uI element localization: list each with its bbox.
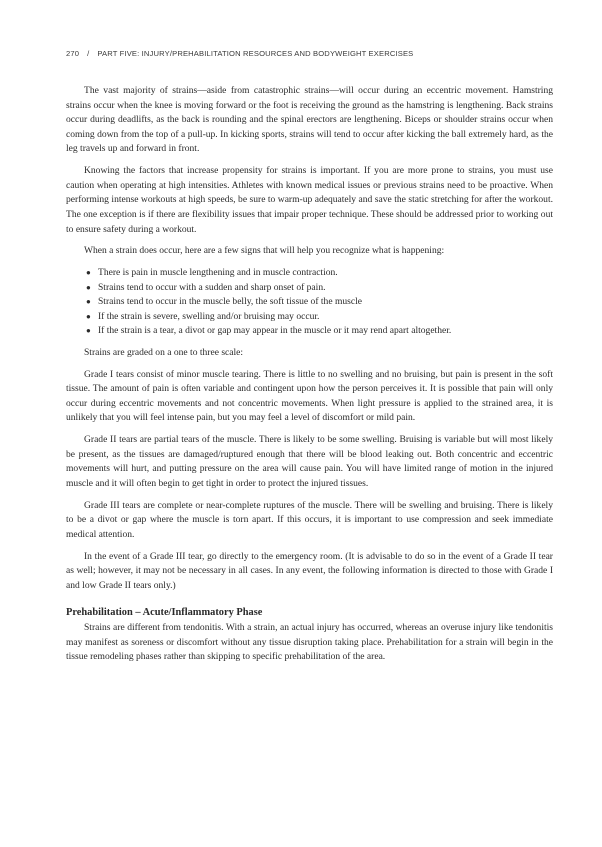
paragraph-grading-scale: Strains are graded on a one to three scale: — [84, 346, 244, 358]
list-item — [66, 310, 553, 325]
section-heading: Prehabilitation – Acute/Inflammatory Phase — [66, 606, 263, 618]
bullet-icon: ● — [86, 282, 91, 292]
list-item-text: There is pain in muscle lengthening and in muscle contraction. — [98, 267, 338, 279]
list-item — [66, 281, 553, 296]
paragraph-signs-intro: When a strain does occur, here are a few signs that will help you recognize what is happening: — [84, 245, 445, 257]
paragraph-grade-1: Grade I tears consist of minor muscle tearing. There is little to no swelling and no bruising, but pain is present in the soft tissue. The amount of pain is often variable and contingent upon how the person perceives it. It is possible that pain will only occur during eccentric movements and not concentric movements. When light pressure is applied to the strained area, it is unlikely that you will feel intense pain, but you may feel a level of discomfort or mild pain. — [66, 368, 553, 424]
signs-list — [66, 266, 553, 339]
list-item-text: If the strain is a tear, a divot or gap may appear in the muscle or it may rend apart altogether. — [98, 325, 452, 337]
header-separator: / — [87, 49, 90, 58]
list-item — [66, 324, 553, 339]
paragraph-grade-3: Grade III tears are complete or near-complete ruptures of the muscle. There will be swelling and bruising. There is likely to be a divot or gap where the muscle is torn apart. If this occurs, it is important to use compression and seek immediate medical attention. — [66, 499, 553, 540]
running-head — [66, 49, 562, 58]
paragraph-grade-2: Grade II tears are partial tears of the muscle. There is likely to be some swelling. Bruising is variable but will most likely be present, as the tissues are damaged/ruptured enough that there will be blood leaking out. Both concentric and eccentric movements will hurt, and putting pressure on the area will cause pain. You will have limited range of motion in the injured muscle and it will often begin to get tight in order to protect the injured tissues. — [66, 434, 553, 489]
list-item-text: If the strain is severe, swelling and/or bruising may occur. — [98, 310, 320, 322]
list-item-text: Strains tend to occur in the muscle belly, the soft tissue of the muscle — [98, 296, 362, 308]
bullet-icon: ● — [86, 297, 91, 307]
page-number: 270 — [66, 49, 80, 58]
bullet-icon: ● — [86, 268, 91, 278]
list-item — [66, 266, 553, 281]
list-item — [66, 295, 553, 310]
paragraph-emergency: In the event of a Grade III tear, go directly to the emergency room. (It is advisable to do so in the event of a Grade II tear as well; however, it may not be necessary in all cases. In any event, the following information is directed to those with Grade I and low Grade II tears only.) — [66, 550, 553, 591]
bullet-icon: ● — [86, 326, 91, 336]
list-item-text: Strains tend to occur with a sudden and sharp onset of pain. — [98, 281, 326, 293]
paragraph-prehabilitation: Strains are different from tendonitis. With a strain, an actual injury has occurred, whereas an overuse injury like tendonitis may manifest as soreness or discomfort without any tissue disruption taking place. Prehabilitation for a strain will begin in the tissue remodeling phases rather than skipping to specific prehabilitation of the area. — [66, 622, 553, 663]
paragraph-eccentric-strains: The vast majority of strains—aside from catastrophic strains—will occur during an eccentric movement. Hamstring strains occur when the knee is moving forward or the foot is receiving the ground as the hamstring is lengthening. Back strains occur during deadlifts, as the back is rounding and the spinal erectors are lengthening. Biceps or shoulder strains occur when coming down from the top of a pull-up. In kicking sports, strains will tend to occur after kicking the ball extremely hard, as the leg travels up and forward in front. — [66, 85, 553, 155]
section-title: PART FIVE: INJURY/PREHABILITATION RESOURCES AND BODYWEIGHT EXERCISES — [97, 49, 414, 58]
page-body — [66, 84, 553, 672]
bullet-icon: ● — [86, 311, 91, 321]
paragraph-propensity: Knowing the factors that increase propensity for strains is important. If you are more prone to strains, you must use caution when operating at high intensities. Athletes with known medical issues or previous strains need to be proactive. When performing intense workouts at high speeds, be sure to warm-up adequately and save the static stretching for after the workout. The one exception is if there are flexibility issues that impair proper technique. These should be addressed prior to working out to ensure safety during a workout. — [66, 165, 553, 235]
